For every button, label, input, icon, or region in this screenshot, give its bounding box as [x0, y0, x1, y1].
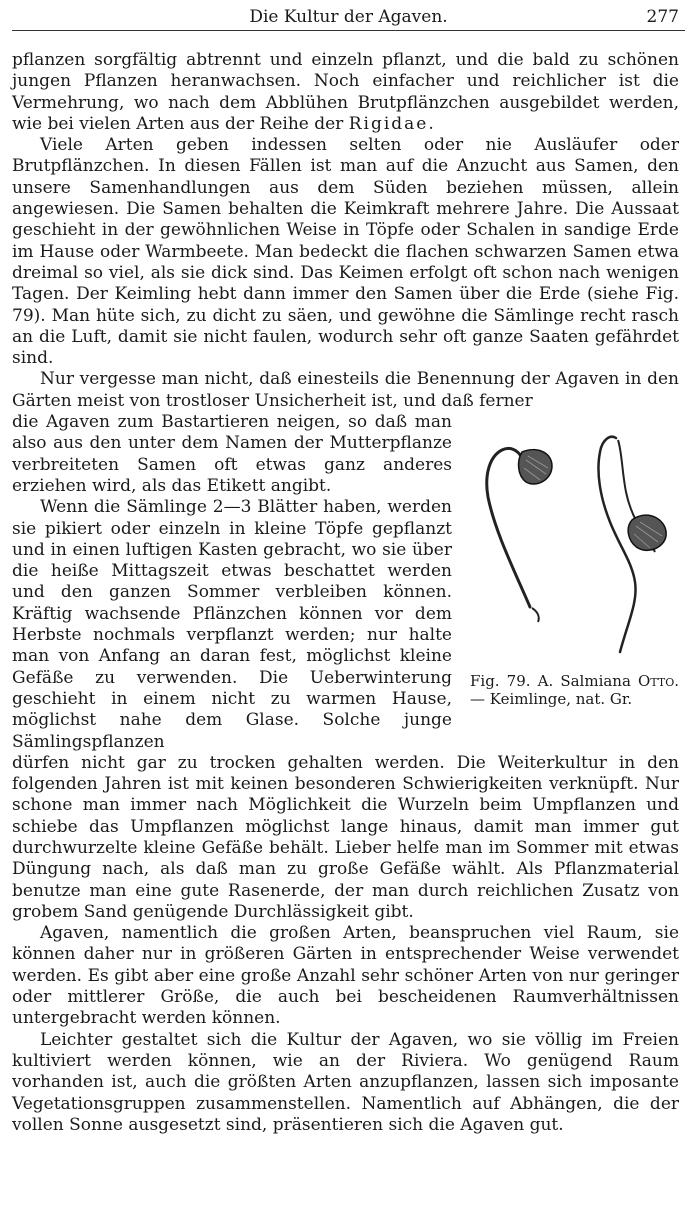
figure-wrap-zone — [12, 412, 679, 753]
wrapped-text-column — [12, 412, 452, 753]
caption-author: Otto. — [638, 672, 679, 691]
paragraph-3-wrapped: die Agaven zum Bastartieren neigen, so daß man also aus den unter dem Namen der Mutterpflanze verbreiteten Samen oft etwas ganz anderes erziehen wird, als das Etikett angibt. — [12, 412, 452, 496]
paragraph-1-text: pflanzen sorgfältig abtrennt und einzeln pflanzt, und die bald zu schönen jungen Pflanzen heranwachsen. Noch einfacher und reichlicher ist die Vermehrung, wo nach dem Abblühen Brutpflänzchen ausgebildet werden, wie bei vielen Arten aus der Reihe der — [12, 50, 679, 134]
body-text — [12, 50, 679, 1136]
paragraph-4-wrapped: Wenn die Sämlinge 2—3 Blätter haben, werden sie pikiert oder einzeln in kleine Töpfe gepflanzt und in einen luftigen Kasten gebracht, wo sie über die heiße Mittagszeit etwas beschattet werden und den ganzen Sommer verbleiben können. Kräftig wachsende Pflänzchen können vor dem Herbste nochmals verpflanzt werden; nur halte man von Anfang an daran fest, möglichst kleine Gefäße zu verwenden. Die Ueberwinterung geschieht in einem nicht zu warmen Hause, möglichst nahe dem Glase. Solche junge Sämlingspflanzen — [12, 497, 452, 752]
caption-label: Fig. 79. A. Salmiana — [470, 672, 631, 691]
series-name-rigidae: Rigidae. — [348, 113, 436, 134]
figure-79 — [470, 412, 679, 708]
paragraph-6: Leichter gestaltet sich die Kultur der Agaven, wo sie völlig im Freien kultiviert werden können, wie an der Riviera. Wo genügend Raum vorhanden ist, auch die größten Arten anzupflanzen, lassen sich imposante Vegetationsgruppen zusammenstellen. Namentlich auf Abhängen, die der vollen Sonne ausgesetzt sind, präsentieren sich die Agaven gut. — [12, 1029, 679, 1135]
paragraph-4-rest: dürfen nicht gar zu trocken gehalten werden. Die Weiterkultur in den folgenden Jahren ist mit keinen besonderen Schwierigkeiten verknüpft. Nur schone man immer nach Möglichkeit die Wurzeln beim Umpflanzen und schiebe das Umpflanzen möglichst lange hinaus, damit man immer gut durchwurzelte kleine Gefäße behält. Lieber helfe man im Sommer mit etwas Düngung nach, als daß man zu große Gefäße wählt. Als Pflanzmaterial benutze man eine gute Rasenerde, der man durch reichlichen Zusatz von grobem Sand genügende Durchlässigkeit gibt. — [12, 752, 679, 922]
paragraph-3-lead: Nur vergesse man nicht, daß einesteils die Benennung der Agaven in den Gärten meist von trostloser Unsicherheit ist, und daß ferner — [12, 369, 679, 411]
page-number: 277 — [646, 7, 679, 27]
seedling-illustration — [470, 412, 679, 662]
paragraph-5: Agaven, namentlich die großen Arten, beanspruchen viel Raum, sie können daher nur in größeren Gärten in entsprechender Weise verwendet werden. Es gibt aber eine große Anzahl sehr schöner Arten von nur geringer oder mittlerer Größe, die auch bei bescheidenen Raumverhältnissen untergebracht werden können. — [12, 923, 679, 1029]
caption-rest: — Keimlinge, nat. Gr. — [470, 690, 633, 709]
running-header — [12, 4, 685, 31]
paragraph-2: Viele Arten geben indessen selten oder nie Ausläufer oder Brutpflänzchen. In diesen Fällen ist man auf die Anzucht aus Samen, den unsere Samenhandlungen aus dem Süden beziehen müssen, allein angewiesen. Die Samen behalten die Keimkraft mehrere Jahre. Die Aussaat geschieht in der gewöhnlichen Weise in Töpfe oder Schalen in sandige Erde im Hause oder Warmbeete. Man bedeckt die flachen schwarzen Samen etwa dreimal so viel, als sie dick sind. Das Keimen erfolgt oft schon nach wenigen Tagen. Der Keimling hebt dann immer den Samen über die Erde (siehe Fig. 79). Man hüte sich, zu dicht zu säen, und gewöhne die Sämlinge recht rasch an die Luft, damit sie nicht faulen, wodurch sehr oft ganze Saaten gefährdet sind. — [12, 135, 679, 369]
running-title: Die Kultur der Agaven. — [249, 7, 448, 27]
paragraph-1 — [12, 50, 679, 135]
figure-caption — [470, 672, 679, 708]
